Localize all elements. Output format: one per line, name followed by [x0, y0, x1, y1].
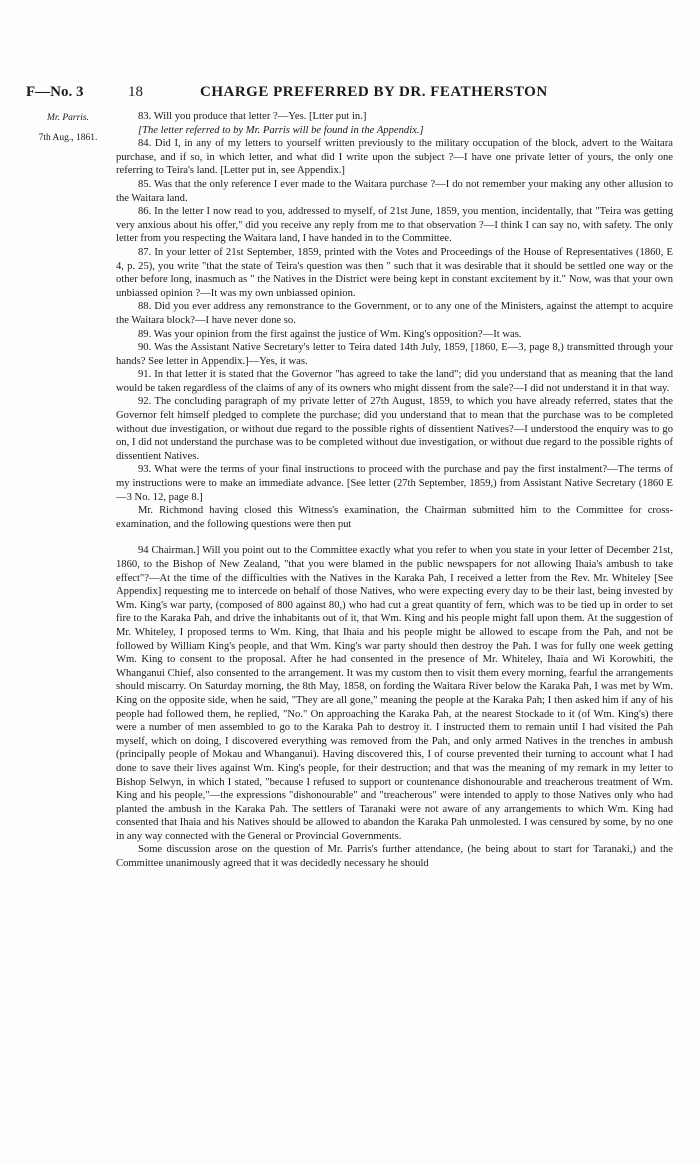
paragraph-q90: 90. Was the Assistant Native Secretary's letter to Teira dated 14th July, 1859, [1860, E—3, page 8,) transmitted through your hands? See letter in Appendix.]—Yes, it was. [116, 342, 673, 367]
page-header [0, 84, 700, 106]
paragraph-q91: 91. In that letter it is stated that the Governor "has agreed to take the land"; did you understand that as meaning that the land would be taken regardless of the claims of any of its owners who might dissent from the sale?—I did not understand it in that way. [116, 369, 673, 394]
page-number: 18 [128, 84, 143, 100]
paragraph-q86: 86. In the letter I now read to you, addressed to myself, of 21st June, 1859, you mention, incidentally, that "Teira was getting very anxious about his offer," did you receive any reply from me to that observation ?—I think I can say no, with safety. The only letter from you respecting the Waitara land, I have handed in to the Committee. [116, 206, 673, 245]
body-text [116, 110, 673, 871]
paragraph-appendix-note: [The letter referred to by Mr. Parris will be found in the Appendix.] [138, 124, 424, 136]
paragraph-q89: 89. Was your opinion from the first against the justice of Wm. King's opposition?—It was. [138, 328, 522, 340]
document-reference: F—No. 3 [26, 84, 84, 100]
margin-date: 7th Aug., 1861. [38, 133, 98, 143]
paragraph-q88: 88. Did you ever address any remonstrance to the Government, or to any one of the Ministers, against the attempt to acquire the Waitara block?—I have never done so. [116, 301, 673, 326]
paragraph-narrative: Mr. Richmond having closed this Witness's examination, the Chairman submitted him to the Committee for cross-examination, and the following questions were then put [116, 505, 673, 530]
paragraph-q83: 83. Will you produce that letter ?—Yes. [Ltter put in.] [138, 111, 367, 122]
paragraph-q93: 93. What were the terms of your final instructions to proceed with the purchase and pay the first instalment?—The terms of my instructions were to make an immediate advance. [See letter (27th September, 1859,) from Assistant Native Secretary (1860 E—3 No. 12, page 8.] [116, 464, 673, 503]
paragraph-q84: 84. Did I, in any of my letters to yourself written previously to the military occupation of the block, advert to the Waitara purchase, and if so, in which letter, and what did I write upon the subject ?—I have one private letter of yours, the only one referring to Teira's land. [Letter put in, see Appendix.] [116, 138, 673, 177]
paragraph-q87: 87. In your letter of 21st September, 1859, printed with the Votes and Proceedings of the House of Representatives (1860, E 4, p. 25), you write "that the state of Teira's question was then " such that it was desirable that it should be settled one way or the other before long, inasmuch as " the Natives in the District were being kept in constant excitement by it." Now, was that your own unbiassed opinion ?—It was my own unbiassed opinion. [116, 246, 673, 299]
paragraph-q92: 92. The concluding paragraph of my private letter of 27th August, 1859, to which you have already referred, states that the Governor felt himself pledged to complete the purchase; did you understand that to mean that the purchase was to be completed without due investigation, or without due regard to the possible rights of dissentient Natives?—I understood the enquiry was to go on, I did not understand the purchase was to be completed without due investigation, or without due regard to the possible rights of dissentient Natives. [116, 396, 673, 462]
paragraph-closing: Some discussion arose on the question of Mr. Parris's further attendance, (he being about to start for Taranaki,) and the Committee unanimously agreed that it was decidedly necessary he should [116, 844, 673, 870]
paragraph-q85: 85. Was that the only reference I ever made to the Waitara purchase ?—I do not remember your making any other allusion to the Waitara land. [116, 178, 673, 204]
page-title: CHARGE PREFERRED BY DR. FEATHERSTON [200, 84, 548, 100]
margin-witness-name: Mr. Parris. [47, 113, 89, 123]
paragraph-q94: 94 Chairman.] Will you point out to the Committee exactly what you refer to when you state in your letter of December 21st, 1860, to the Bishop of New Zealand, "that you were blamed in the public newspapers for not allowing Ihaia's ambush to take effect"?—At the time of the difficulties with the Natives in the Karaka Pah, I received a letter from the Rev. Mr. Whiteley [See Appendix] requesting me to intercede on behalf of those Natives, who were expecting every day to be their last, being invested by Wm. King's war party, (composed of 800 against 80,) who had cut a great quantity of fern, which was to be tied up in order to set fire to the Karaka Pah, and drive the inhabitants out of it, that Wm. King and his people might fall upon them. At the suggestion of Mr. Whiteley, I proposed terms to Wm. King, that Ihaia and his people might be allowed to escape from the Pah, and not be followed by William King's people, and that Wm. King's war party should then destroy the Pah. I was for fully one week getting Wm. King to consent to the proposal. After he had consented in the presence of Mr. Whiteley, Ihaia and Wi Korowhiti, the Whanganui Chief, also consented to the arrangement. It was my custom then to visit them every morning, fearful the arrangements should miscarry. On Saturday morning, the 8th May, 1858, on fording the Waitara River below the Karaka Pah, I was met by Wm. King on the opposite side, when he said, "They are all gone," meaning the people at the Karaka Pah; I then asked him if any of his people had followed them, he replied, "No." On approaching the Karaka Pah, at the nearest Stockade to it (of Wm. King's) there were a number of men assembled to go to the Karaka Pah to destroy it. I instructed them to remain until I had visited the Pah myself, which on doing, I discovered everything was removed from the Pah, and only armed Natives in the trenches in ambush (principally people of Mokau and Whanganui). Having discovered this, I of course prevented their turning to account what I had done to save their lives against Wm. King's people, for their destruction; and that was the meaning of my remark in my letter to Bishop Selwyn, in which I stated, "because I refused to support or countenance dishonourable and treacherous treatment of Wm. King and his people,"—the expressions "dishonourable" and "treacherous" were intended to apply to those Natives only who had planted the ambush in the Karaka Pah. The settlers of Taranaki were not aware of any arrangements to which Wm. King had consented that Ihaia and his Natives should be allowed to abandon the Karaka Pah unmolested. I was censured by some, by no one in any way connected with the General or Provincial Governments. [116, 545, 673, 842]
